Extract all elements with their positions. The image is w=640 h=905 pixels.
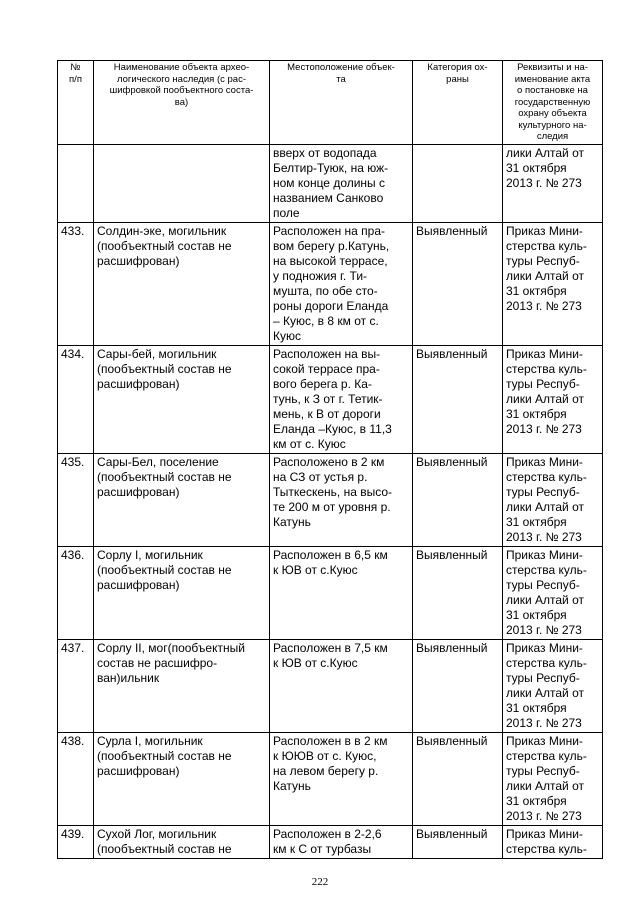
cell-num: 437. <box>58 639 94 732</box>
cell-name <box>94 144 270 222</box>
cell-requisites: лики Алтай от 31 октября 2013 г. № 273 <box>503 144 603 222</box>
cell-location: Расположен на вы- сокой террасе пра- вого берега р. Ка- тунь, к З от г. Тетик- мень, к В от дороги Еланда –Куюс, в 11,3 км от с. Куюс <box>270 345 413 453</box>
cell-category: Выявленный <box>413 222 503 345</box>
cell-requisites: Приказ Мини- стерства куль- туры Респуб- лики Алтай от 31 октября 2013 г. № 273 <box>503 345 603 453</box>
table-row-continuation <box>58 144 603 222</box>
cell-num: 435. <box>58 453 94 546</box>
table-row <box>58 222 603 345</box>
cell-name: Сорлу II, мог(пообъектный состав не расшифро- ван)ильник <box>94 639 270 732</box>
monuments-table <box>57 60 603 859</box>
cell-location: Расположен в в 2 км к ЮЮВ от с. Куюс, на левом берегу р. Катунь <box>270 732 413 825</box>
cell-num: 438. <box>58 732 94 825</box>
cell-num: 434. <box>58 345 94 453</box>
table-header-row <box>58 61 603 145</box>
cell-name: Сурла I, могильник (пообъектный состав не расшифрован) <box>94 732 270 825</box>
header-num: № п/п <box>58 61 94 145</box>
table-row <box>58 345 603 453</box>
cell-name: Сухой Лог, могильник (пообъектный состав не <box>94 825 270 858</box>
cell-num: 433. <box>58 222 94 345</box>
table-row <box>58 453 603 546</box>
cell-category <box>413 144 503 222</box>
cell-num <box>58 144 94 222</box>
cell-requisites: Приказ Мини- стерства куль- туры Респуб- лики Алтай от 31 октября 2013 г. № 273 <box>503 546 603 639</box>
cell-name: Солдин-эке, могильник (пообъектный состав не расшифрован) <box>94 222 270 345</box>
cell-name: Сары-бей, могильник (пообъектный состав не расшифрован) <box>94 345 270 453</box>
table-row <box>58 732 603 825</box>
cell-requisites: Приказ Мини- стерства куль- туры Респуб- лики Алтай от 31 октября 2013 г. № 273 <box>503 453 603 546</box>
cell-location: Расположен в 6,5 км к ЮВ от с.Куюс <box>270 546 413 639</box>
cell-category: Выявленный <box>413 453 503 546</box>
cell-location: вверх от водопада Белтир-Туюк, на юж- ном конце долины с названием Санково поле <box>270 144 413 222</box>
cell-requisites: Приказ Мини- стерства куль- туры Респуб- лики Алтай от 31 октября 2013 г. № 273 <box>503 732 603 825</box>
cell-num: 436. <box>58 546 94 639</box>
header-category: Категория ох- раны <box>413 61 503 145</box>
header-name: Наименование объекта архео- логического наследия (с рас- шифровкой пообъектного соста- ва) <box>94 61 270 145</box>
cell-location: Расположен на пра- вом берегу р.Катунь, на высокой террасе, у подножия г. Ти- мушта, по обе сто- роны дороги Еланда – Куюс, в 8 км от с. Куюс <box>270 222 413 345</box>
cell-location: Расположено в 2 км на СЗ от устья р. Тыткескень, на высо- те 200 м от уровня р. Катунь <box>270 453 413 546</box>
cell-name: Сорлу I, могильник (пообъектный состав не расшифрован) <box>94 546 270 639</box>
cell-requisites: Приказ Мини- стерства куль- туры Респуб- лики Алтай от 31 октября 2013 г. № 273 <box>503 222 603 345</box>
cell-num: 439. <box>58 825 94 858</box>
cell-category: Выявленный <box>413 546 503 639</box>
cell-category: Выявленный <box>413 639 503 732</box>
table-row <box>58 825 603 858</box>
header-location: Местоположение объек- та <box>270 61 413 145</box>
cell-requisites: Приказ Мини- стерства куль- туры Респуб- лики Алтай от 31 октября 2013 г. № 273 <box>503 639 603 732</box>
cell-category: Выявленный <box>413 345 503 453</box>
cell-category: Выявленный <box>413 732 503 825</box>
page-number: 222 <box>311 876 329 888</box>
cell-location: Расположен в 2-2,6 км к С от турбазы <box>270 825 413 858</box>
table-row <box>58 546 603 639</box>
cell-category: Выявленный <box>413 825 503 858</box>
cell-name: Сары-Бел, поселение (пообъектный состав не расшифрован) <box>94 453 270 546</box>
header-requisites: Реквизиты и на- именование акта о постановке на государственную охрану объекта культурного на- следия <box>503 61 603 145</box>
table-row <box>58 639 603 732</box>
cell-requisites: Приказ Мини- стерства куль- <box>503 825 603 858</box>
cell-location: Расположен в 7,5 км к ЮВ от с.Куюс <box>270 639 413 732</box>
